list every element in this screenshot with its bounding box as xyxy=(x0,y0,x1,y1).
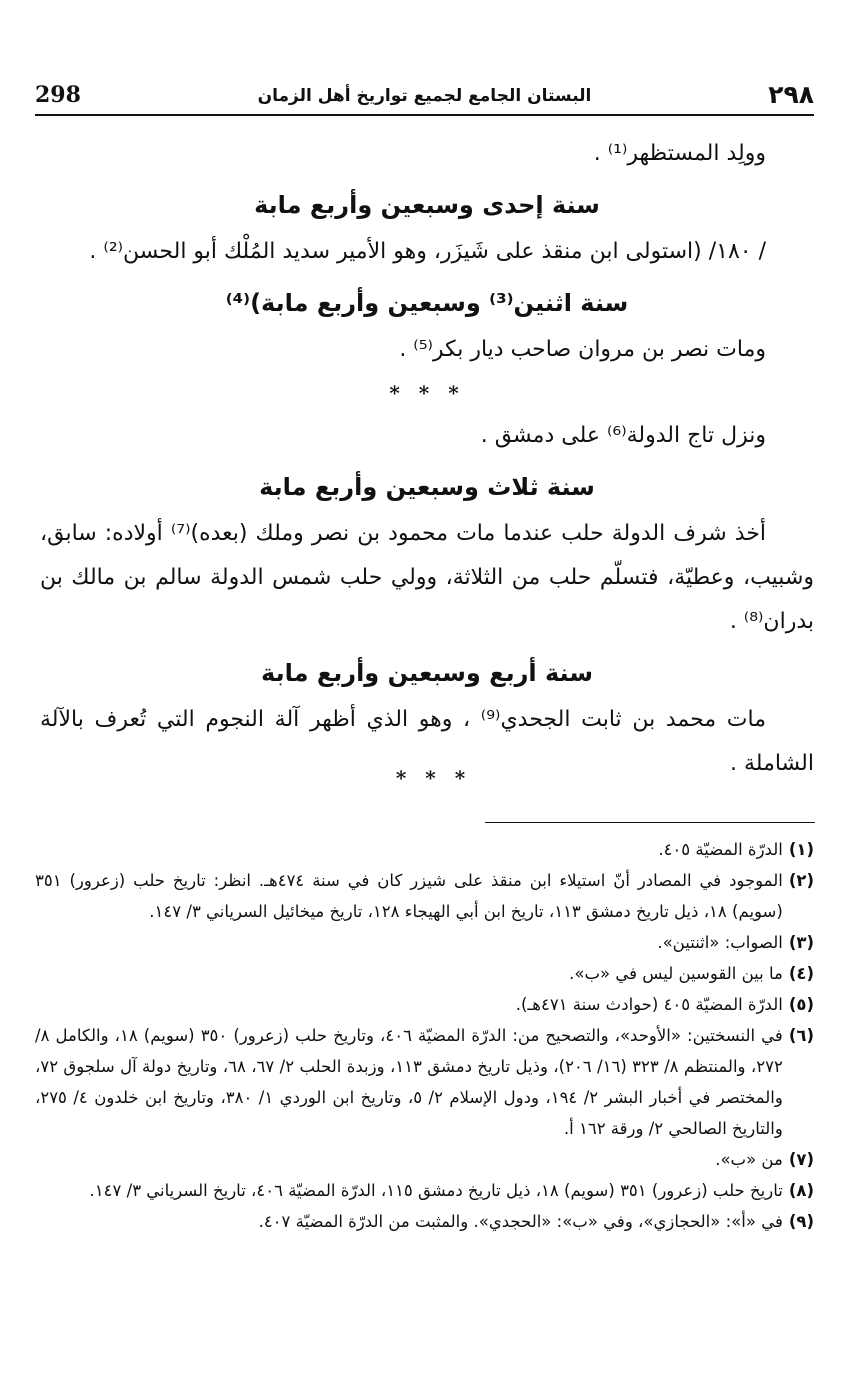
running-title: البستان الجامع لجميع تواريخ أهل الزمان xyxy=(257,86,592,106)
footnote-text: الدرّة المضيّة ٤٠٥. xyxy=(658,840,783,859)
footnote xyxy=(35,1175,814,1206)
footnote-separator xyxy=(485,822,815,823)
footnote-text: الصواب: «اثنتين». xyxy=(657,933,783,952)
footnote-text: تاريخ حلب (زعرور) ٣٥١ (سويم) ١٨، ذيل تاريخ دمشق ١١٥، الدرّة المضيّة ٤٠٦، تاريخ السرياني ٣/ ١٤٧. xyxy=(89,1181,783,1200)
footnotes xyxy=(35,834,814,1237)
footnote-number: (٢) xyxy=(788,871,814,890)
footnote-number: (٨) xyxy=(788,1181,814,1200)
footnote-number: (٤) xyxy=(788,964,814,983)
footnote-text: في «أ»: «الحجازي»، وفي «ب»: «الحجدي». والمثبت من الدرّة المضيّة ٤٠٧. xyxy=(258,1212,783,1231)
main-text xyxy=(40,132,814,786)
paragraph-nasr-marwan: ومات نصر بن مروان صاحب ديار بكر⁽⁵⁾ . xyxy=(399,337,766,362)
paragraph-jahdi: مات محمد بن ثابت الجحدي⁽⁹⁾ ، وهو الذي أظهر آلة النجوم التي تُعرف بالآلة الشاملة . xyxy=(40,707,814,776)
paragraph-taj-aldawla: ونزل تاج الدولة⁽⁶⁾ على دمشق . xyxy=(480,423,766,448)
footnote-text: من «ب». xyxy=(715,1150,783,1169)
footnote-number: (٦) xyxy=(788,1026,814,1045)
footnote-number: (٣) xyxy=(788,933,814,952)
footnote-number: (١) xyxy=(788,840,814,859)
footnote xyxy=(35,834,814,865)
heading-year-473: سنة ثلاث وسبعين وأربع مابة xyxy=(259,473,595,501)
section-divider-end: * * * xyxy=(395,766,472,790)
footnote-number: (٧) xyxy=(788,1150,814,1169)
footnote-text: الدرّة المضيّة ٤٠٥ (حوادث سنة ٤٧١هـ). xyxy=(515,995,783,1014)
section-divider: * * * xyxy=(389,381,465,405)
footnote xyxy=(35,1206,814,1237)
footnote xyxy=(35,927,814,958)
paragraph-intro: وولِد المستظهر⁽¹⁾ . xyxy=(593,141,766,166)
footnote xyxy=(35,958,814,989)
footnote xyxy=(35,989,814,1020)
footnote xyxy=(35,1144,814,1175)
page-number-latin: 298 xyxy=(35,82,81,108)
page-header xyxy=(35,80,814,116)
footnote-number: (٩) xyxy=(788,1212,814,1231)
heading-year-474: سنة أربع وسبعين وأربع مابة xyxy=(261,659,593,687)
heading-year-471: سنة إحدى وسبعين وأربع مابة xyxy=(254,191,600,219)
footnote-text: في النسختين: «الأوحد»، والتصحيح من: الدرّة المضيّة ٤٠٦، وتاريخ حلب (زعرور) ٣٥٠ (سويم) ١٨، والكامل ٨/ ٢٧٢، والمنتظم ٨/ ٣٢٣ (١٦/ ٢٠٦)، وذيل تاريخ دمشق ١١٣، وزبدة الحلب ٢/ ٦٧، ٦٨، وتاريخ دولة آل سلجوق ٧٢، والمختصر في أخبار البشر ٢/ ١٩٤، ودول الإسلام ٢/ ٥، وتاريخ ابن الوردي ١/ ٣٨٠، وتاريخ ابن خلدون ٤/ ٢٧٥، والتاريخ الصالحي ٢/ ورقة ١٦٢ أ. xyxy=(35,1026,783,1138)
heading-year-472: سنة اثنين⁽³⁾ وسبعين وأربع مابة)⁽⁴⁾ xyxy=(225,289,629,317)
paragraph-sharaf-aldawla: أخذ شرف الدولة حلب عندما مات محمود بن نصر وملك (بعده)⁽⁷⁾ أولاده: سابق، وشبيب، وعطيّة، فتسلّم حلب من الثلاثة، وولي حلب شمس الدولة سالم بن مالك بن بدران⁽⁸⁾ . xyxy=(40,521,814,634)
footnote-number: (٥) xyxy=(788,995,814,1014)
paragraph-shayzar: / ١٨٠/ (استولى ابن منقذ على شَيزَر، وهو الأمير سديد المُلْك أبو الحسن⁽²⁾ . xyxy=(89,239,766,264)
footnote xyxy=(35,865,814,927)
footnote-text: ما بين القوسين ليس في «ب». xyxy=(569,964,783,983)
footnote xyxy=(35,1020,814,1144)
page-number-arabic: ٢٩٨ xyxy=(768,80,814,109)
footnote-text: الموجود في المصادر أنّ استيلاء ابن منقذ على شيزر كان في سنة ٤٧٤هـ. انظر: تاريخ حلب (زعرور) ٣٥١ (سويم) ١٨، ذيل تاريخ دمشق ١١٣، تاريخ ابن أبي الهيجاء ١٢٨، تاريخ ميخائيل السرياني ٣/ ١٤٧. xyxy=(35,871,783,921)
